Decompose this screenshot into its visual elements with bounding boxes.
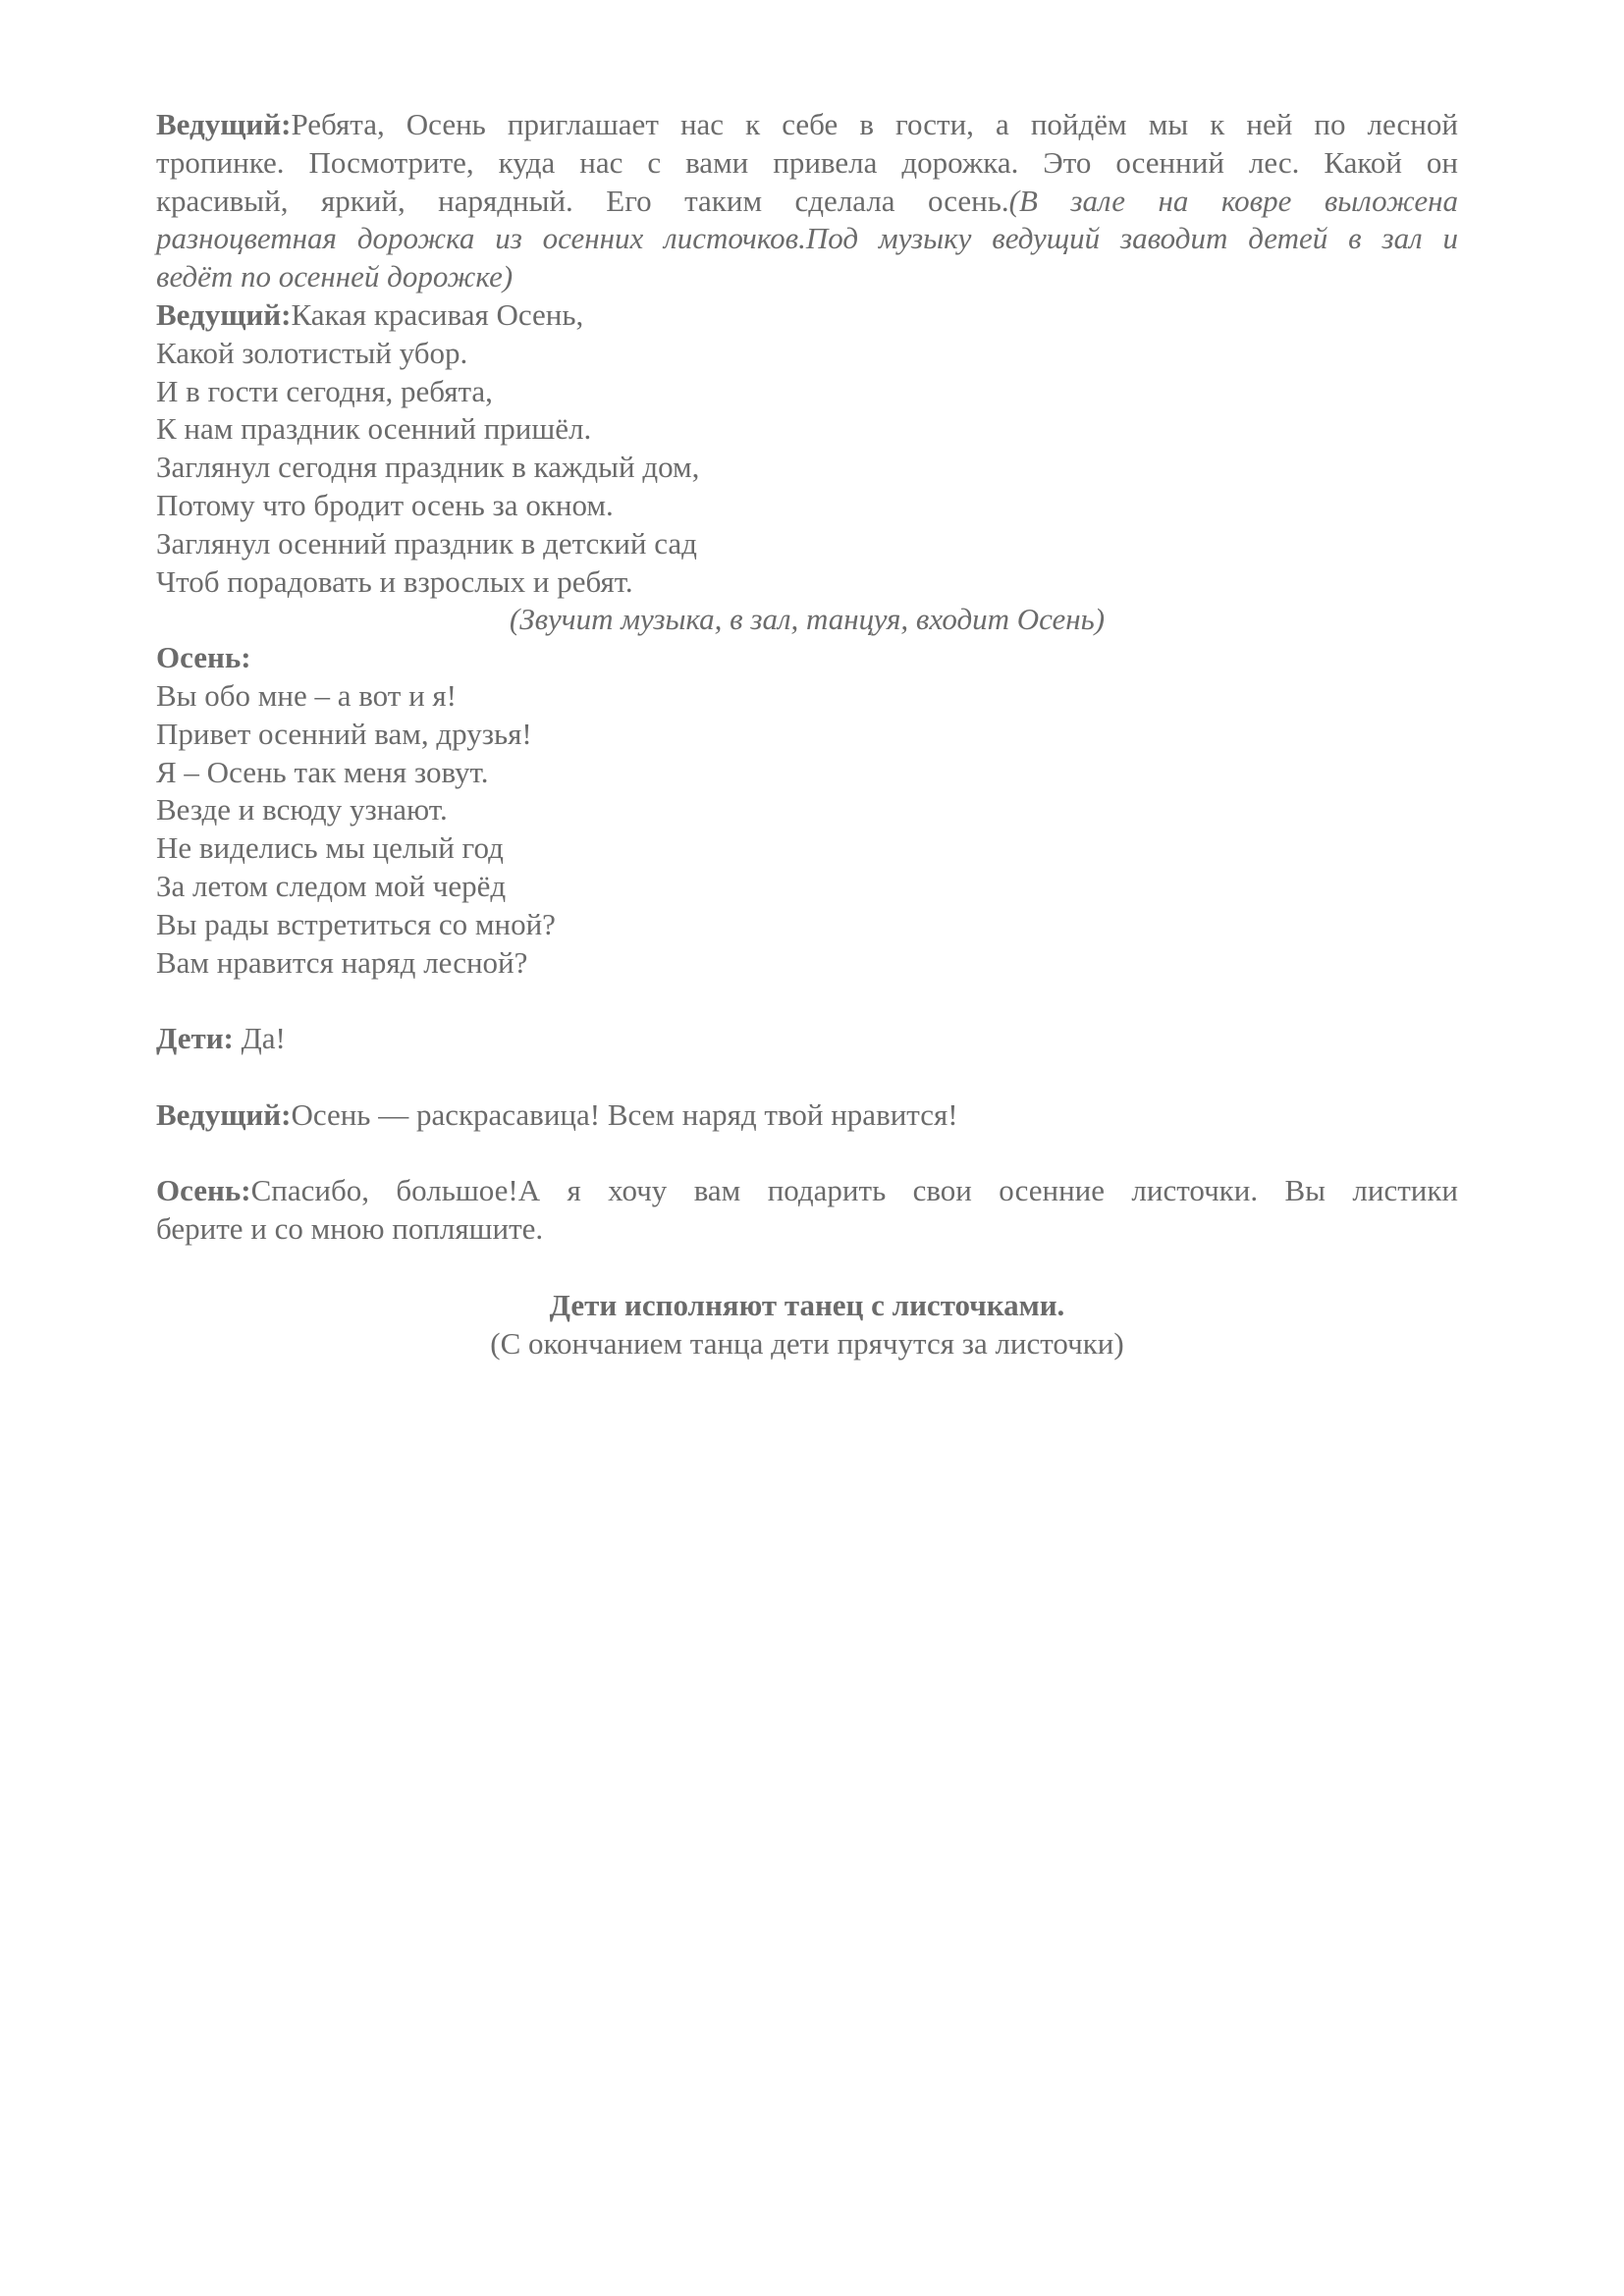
paragraph-host-praise: Ведущий:Осень — раскрасавица! Всем наряд твой нравится! bbox=[156, 1096, 958, 1132]
text-line: Вы рады встретиться со мной? bbox=[156, 906, 556, 941]
text-line: Я – Осень так меня зовут. bbox=[156, 754, 489, 789]
text-line: Привет осенний вам, друзья! bbox=[156, 716, 532, 751]
text-line: красивый, яркий, нарядный. Его таким сделала осень.(В зале на ковре выложена bbox=[156, 183, 1458, 218]
blank-line bbox=[156, 982, 1458, 1020]
text-line: И в гости сегодня, ребята, bbox=[156, 373, 493, 408]
stage-direction: ведёт по осенней дорожке) bbox=[156, 259, 514, 294]
text-line: К нам праздник осенний пришёл. bbox=[156, 411, 592, 447]
text-line: Вы обо мне – а вот и я! bbox=[156, 677, 457, 713]
stage-direction: разноцветная дорожка из осенних листочков.Под музыку ведущий заводит детей в зал и bbox=[156, 221, 1458, 256]
speaker-label: Ведущий: bbox=[156, 107, 292, 141]
speaker-label: Ведущий: bbox=[156, 1096, 292, 1132]
text-line: Заглянул сегодня праздник в каждый дом, bbox=[156, 450, 700, 485]
text-line: Потому что бродит осень за окном. bbox=[156, 487, 614, 522]
stage-direction: (В зале на ковре выложена bbox=[1008, 183, 1458, 218]
paragraph-host-poem bbox=[156, 296, 1458, 601]
text-line: Ведущий:Ребята, Осень приглашает нас к себе в гости, а пойдём мы к ней по лесной bbox=[156, 107, 1458, 141]
text-line: берите и со мною попляшите. bbox=[156, 1211, 544, 1247]
speaker-label: Осень: bbox=[156, 1173, 251, 1208]
text-line: Какой золотистый убор. bbox=[156, 335, 468, 370]
paragraph-host-intro bbox=[156, 106, 1458, 296]
text-line: Заглянул осенний праздник в детский сад bbox=[156, 525, 697, 561]
text-line: Вам нравится наряд лесной? bbox=[156, 944, 528, 980]
text-line: За летом следом мой черёд bbox=[156, 868, 507, 903]
document-page bbox=[156, 106, 1458, 1362]
blank-line bbox=[156, 1249, 1458, 1287]
paragraph-children-reply: Дети: Да! bbox=[156, 1021, 286, 1056]
text-line: Чтоб порадовать и взрослых и ребят. bbox=[156, 563, 633, 599]
speaker-label: Ведущий: bbox=[156, 296, 292, 332]
text-line: Не виделись мы целый год bbox=[156, 830, 504, 866]
speaker-label: Дети: bbox=[156, 1021, 234, 1056]
text-line: Осень:Спасибо, большое!А я хочу вам подарить свои осенние листочки. Вы листики bbox=[156, 1173, 1458, 1208]
text-line: Ведущий:Какая красивая Осень, bbox=[156, 296, 584, 332]
dance-note: (С окончанием танца дети прячутся за листочки) bbox=[490, 1325, 1124, 1361]
paragraph-autumn-leaves bbox=[156, 1172, 1458, 1249]
blank-line bbox=[156, 1058, 1458, 1096]
paragraph-autumn-poem bbox=[156, 639, 1458, 982]
blank-line bbox=[156, 1135, 1458, 1173]
speaker-label: Осень: bbox=[156, 640, 251, 675]
dance-heading: Дети исполняют танец с листочками. bbox=[549, 1287, 1065, 1322]
text-line: тропинке. Посмотрите, куда нас с вами привела дорожка. Это осенний лес. Какой он bbox=[156, 144, 1458, 180]
stage-direction-autumn-enters: (Звучит музыка, в зал, танцуя, входит Осень) bbox=[509, 602, 1106, 637]
text-line: Везде и всюду узнают. bbox=[156, 792, 448, 828]
